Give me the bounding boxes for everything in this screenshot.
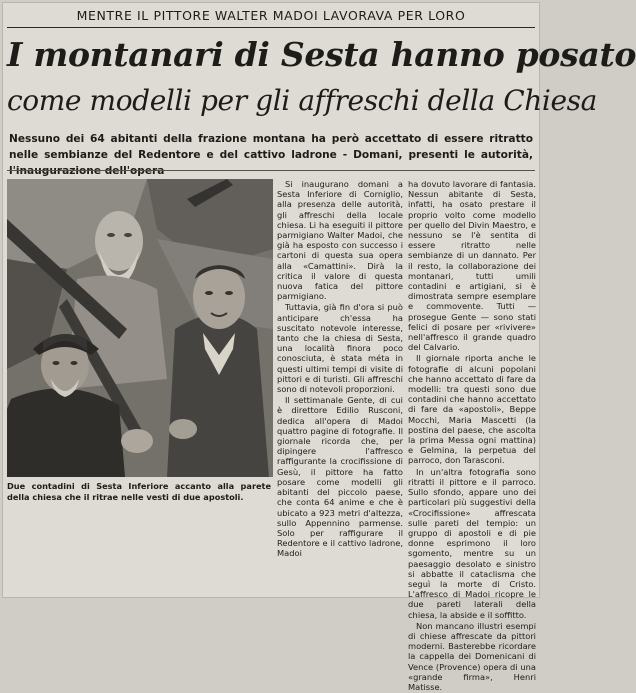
paragraph: ha dovuto lavorare di fantasia. Nessun abitante di Sesta, infatti, ha osato prestare il proprio volto come modello per quello del Divin Maestro, e nessuno se l'è sentita di essere ritratto nelle sembianze di un dannato. Per il resto, la collaborazione dei montanari, tutti umili contadini e artigiani, si è dimostrata sempre esemplare e commovente. Tutti — prosegue Gente — sono stati felici di posare per «rivivere» nell'affresco il grande quadro del Calvario. <box>408 179 536 353</box>
photo-caption: Due contadini di Sesta Inferiore accanto alla parete della chiesa che il ritrae nelle vesti di due apostoli. <box>7 481 271 502</box>
headline-line-1: I montanari di Sesta hanno posato <box>7 35 636 74</box>
article-column-1 <box>277 179 403 560</box>
paragraph: Il giornale riporta anche le fotografie di alcuni popolani che hanno accettato di fare da modelli: tra questi sono due contadini che hanno accettato di fare da «apostoli», Beppe Mocchi, Maria Mascetti (la postina del paese, che ascolta la prima Messa ogni mattina) e Gelmina, la perpetua del parroco, don Tarasconi. <box>408 353 536 466</box>
kicker: MENTRE IL PITTORE WALTER MADOI LAVORAVA PER LORO <box>76 8 466 23</box>
paragraph: Il settimanale Gente, di cui è direttore Edilio Rusconi, dedica all'opera di Madoi quattro pagine di fotografie. Il giornale ricorda che, per dipingere l'affresco raffigurante la crocifissione di Gesù, il pittore ha fatto posare come modelli gli abitanti del piccolo paese, che conta 64 anime e che è ubicato a 923 metri d'altezza, sullo Appennino parmense. Solo per raffigurare il Redentore e il cattivo ladrone, Madoi <box>277 395 403 559</box>
top-rule <box>7 27 535 28</box>
photo-illustration <box>7 179 273 477</box>
paragraph: Si inaugurano domani a Sesta Inferiore di Corniglio, alla presenza delle autorità, gli affreschi della locale chiesa. Li ha eseguiti il pittore parmigiano Walter Madoi, che già ha esposto con successo i cartoni di questa sua opera alla «Camattini». Dirà la critica il valore di questa nuova fatica del pittore parmigiano. <box>277 179 403 302</box>
paragraph: In un'altra fotografia sono ritratti il pittore e il parroco. Sullo sfondo, appare uno dei particolari più suggestivi della «Crocifissione» affrescata sulle pareti del tempio: un gruppo di apostoli e di pie donne esprimono il loro sgomento, mentre su un paesaggio desolato e sinistro si abbatte il cataclisma che seguì la morte di Cristo. L'affresco di Madoi ricopre le due pareti laterali della chiesa, la abside e il soffitto. <box>408 466 536 620</box>
paragraph: Tuttavia, già fin d'ora si può anticipare ch'essa ha suscitato notevole interesse, tanto che la chiesa di Sesta, una località finora poco conosciuta, è stata méta in questi ultimi tempi di visite di pittori e di turisti. Gli affreschi sono di notevoli proporzioni. <box>277 302 403 395</box>
newspaper-clipping <box>3 3 636 692</box>
photo-two-peasants <box>7 179 273 477</box>
deck-rule <box>7 170 535 171</box>
paragraph: Non mancano illustri esempi di chiese affrescate da pittori moderni. Basterebbe ricordare la cappella dei Domenicani di Vence (Provence) opera di una «grande firma», Henri Matisse. <box>408 620 536 692</box>
headline-line-2: come modelli per gli affreschi della Chiesa <box>7 84 597 117</box>
article-column-2 <box>408 179 536 693</box>
deck: Nessuno dei 64 abitanti della frazione montana ha però accettato di essere ritratto nelle sembianze del Redentore e del cattivo ladrone - Domani, presenti le autorità, l'inaugurazione dell'opera <box>9 133 533 177</box>
